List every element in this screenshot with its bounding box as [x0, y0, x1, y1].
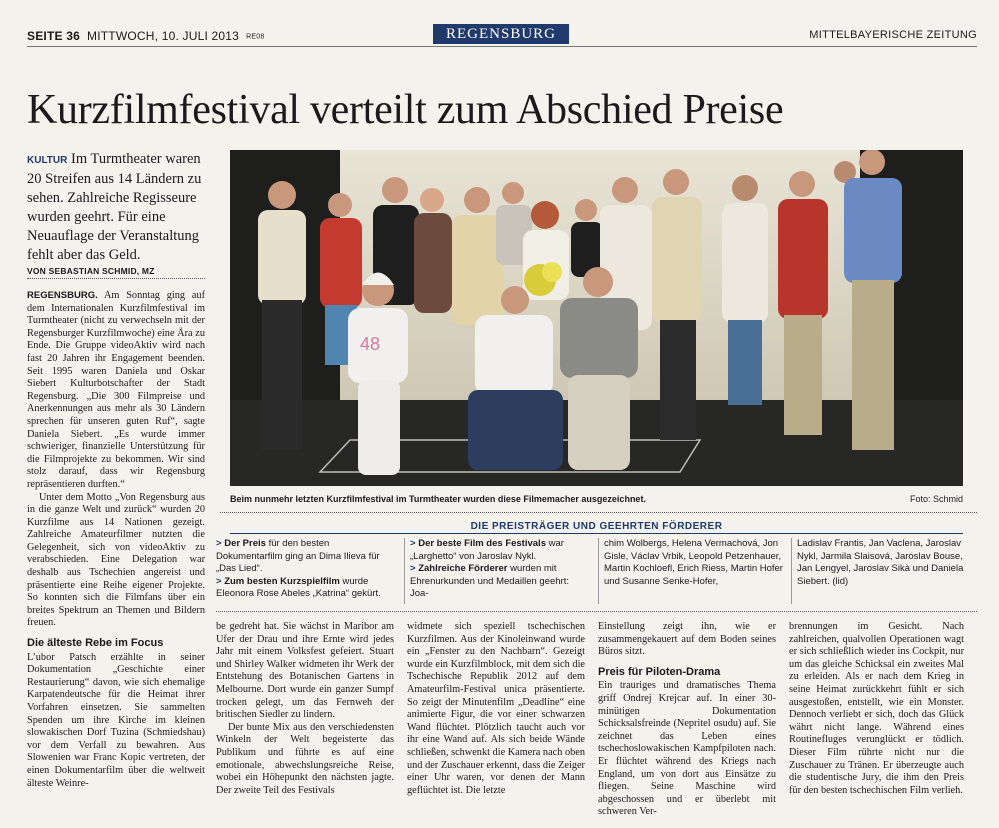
issue-date: MITTWOCH, 10. JULI 2013 [87, 29, 240, 43]
info-text: wurden mit Ehrenurkunden und Medaillen geehrt: Joa- [410, 563, 569, 599]
teaser [27, 150, 205, 265]
info-text: für den besten Dokumentarfilm ging an Dima Ilieva für „Das Lied“. [216, 538, 380, 574]
subheading: Preis für Piloten-Drama [598, 665, 721, 678]
article-column-4 [598, 621, 776, 821]
header-rule [27, 46, 977, 47]
teaser-text: Im Turmtheater waren 20 Streifen aus 14 Ländern zu sehen. Zahlreiche Regisseure wurden geehrt. Für eine Neuauflage der Veranstaltung fehlt aber das Geld. [27, 151, 202, 263]
article-paragraph: be gedreht hat. Sie wächst in Maribor am Ufer der Drau und ihre Ernte wird jedes Jahr mit einem Volksfest gefeiert. Stuart und Shirley Walker widmeten ihr Werk der Entstehung des Botanischen Gartens in Melbourne. Dort wurde ein ganzer Sumpf trocken gelegt, um das Fernweh der britischen Siedler zu lindern. [216, 621, 394, 721]
photo-caption: Beim nunmehr letzten Kurzfilmfestival im Turmtheater wurden diese Filmemacher ausgezeichnet. [230, 494, 646, 504]
edition-code: RE08 [246, 33, 265, 41]
article-paragraph: L’ubor Patsch erzählte in seiner Dokumentation „Geschichte einer Restaurierung“ davon, wie sich ehemalige Karpatendeutsche für die Heimat ihrer Vorfahren einsetzen. Sie sammelten Spenden um ihre Kirche im kleinen slowakischen Dorf Tuzina (Schmiedshau) vor dem Verfall zu bewahren. Aus Slowenien war Franc Kopic vertreten, der einen Dokumentarfilm über die weltweit älteste Weinre- [27, 651, 205, 789]
page-info [27, 29, 264, 43]
section-badge: REGENSBURG [433, 24, 569, 44]
page-number: SEITE 36 [27, 29, 80, 43]
article-column-5 [789, 621, 964, 821]
arrow-icon: > [410, 538, 416, 549]
svg-text:48: 48 [360, 334, 381, 354]
info-lead: Der beste Film des Festivals [418, 538, 546, 549]
kicker: KULTUR [27, 155, 68, 166]
dateline: REGENSBURG. [27, 290, 98, 301]
article-paragraph: brennungen im Gesicht. Nach zahlreichen, qualvollen Operationen wagt er sich schließlich wieder ins Cockpit, nur um das gleiche Schicksal ein zweites Mal zu erleiden. Als er nach dem Krieg in seine Heimat zurückkehrt fühlt er sich ausgestoßen, entstellt, wie ein Monster. Dennoch verliebt er sich, doch das Glück währt nicht lange. Während eines Routinefluges verunglückt er tödlich. Dieser Film rührte nicht nur die Zuschauer zu Tränen. Er überzeugte auch die studentische Jury, die ihm den Preis für den besten tschechischen Film verlieh. [789, 621, 964, 796]
subheading: Die älteste Rebe im Focus [27, 637, 164, 650]
newspaper-name: MITTELBAYERISCHE ZEITUNG [809, 29, 977, 41]
headline: Kurzfilmfestival verteilt zum Abschied Preise [27, 87, 784, 133]
info-lead: Zahlreiche Förderer [418, 563, 508, 574]
info-lead: Der Preis [224, 538, 266, 549]
photo-credit: Foto: Schmid [909, 494, 963, 504]
article-paragraph: widmete sich speziell tschechischen Kurzfilmen. Aus der Kinoleinwand wurde ein „Fenster zu den Nachbarn“. Gezeigt wurde ein Kurzfilmblock, mit dem sich die Tschechische Republik 2012 auf dem Amateurfilm-Festival unica präsentierte. So zeigt der Minutenfilm „Deadline“ eine animierte Figur, die vor einer schwarzen Wand flüchtet. Plötzlich taucht auch vor ihr eine Wand auf. Als sich beide Wände schließen, schwenkt die Kamera nach oben und der Zuschauer erkennt, dass die Zeiger einer Uhr waren, vor denen der Mann geflüchtet ist. Die letzte [407, 621, 585, 796]
article-paragraph: Einstellung zeigt ihn, wie er zusammengekauert auf dem Boden seines Büros sitzt. [598, 621, 776, 658]
article-column-2 [216, 621, 394, 821]
column-divider [404, 538, 405, 604]
column-divider [598, 538, 599, 604]
article-column-1 [27, 290, 205, 818]
info-box-column-3: chim Wolbergs, Helena Vermachová, Jon Gisle, Václav Vrbik, Leopold Petzenhauer, Martin Kochloefl, Erich Riess, Martin Hofer und Susanne Senke-Hofer, [604, 538, 783, 587]
byline: VON SEBASTIAN SCHMID, MZ [27, 266, 155, 276]
arrow-icon: > [216, 538, 222, 549]
info-box [216, 538, 977, 610]
info-box-column-2 [410, 538, 590, 601]
article-paragraph: Ein trauriges und dramatisches Thema griff Ondrej Krejcar auf. In einer 30-minütigen Dokumentation Schicksalsfreinde (Nepritel osudu) auf. Sie zeichnet das Leben eines tschechoslowakischen Kampfpiloten nach. Er flüchtet während des Kriegs nach England, um von dort aus Einsätze zu fliegen. Seine Maschine wird abgeschossen und er überlebt mit schweren Ver- [598, 680, 776, 818]
info-box-title: DIE PREISTRÄGER UND GEEHRTEN FÖRDERER [470, 521, 723, 532]
arrow-icon: > [410, 563, 416, 574]
info-text: war „Larghetto“ von Jaroslav Nykl. [410, 538, 564, 562]
photo-illustration [230, 150, 963, 486]
info-box-column-4: Ladislav Frantis, Jan Vaclena, Jaroslav Nykl, Jarmila Slaisová, Jaroslav Bouse, Jan Lengyel, Jaroslav Sikà und Daniela Siebert. (lid) [797, 538, 964, 587]
article-column-3 [407, 621, 585, 821]
column-divider [791, 538, 792, 604]
info-box-bottom-rule [216, 611, 977, 612]
info-text: wurde Eleonora Rose Abeles „Katrina“ gekürt. [216, 575, 381, 599]
photo-rule [220, 512, 977, 513]
group-photo [230, 150, 963, 486]
article-paragraph: Am Sonntag ging auf dem Internationalen Kurzfilmfestival im Turmtheater (nicht zu verwechseln mit der Regensburger Kurzfilmwoche) eine Ära zu Ende. Die Gruppe videoAktiv wird nach fast 20 Jahren ihr Engagement beenden. Seit 1995 waren Daniela und Oskar Siebert Kulturbotschafter der Stadt Regensburg. „Die 300 Filmpreise und Anerkennungen aus mehr als 30 Ländern sprechen für unseren guten Ruf“, sagte Daniela Siebert. „Es wurde immer schwieriger, finanzielle Unterstützung für die Filmprojekte zu bekommen. Wir sind stolz darauf, dass wir Regensburg repräsentieren durften.“ [27, 290, 205, 490]
byline-rule [27, 278, 205, 279]
arrow-icon: > [216, 575, 222, 587]
info-lead: Zum besten Kurzspielfilm [224, 575, 340, 587]
info-box-rule [230, 533, 963, 534]
article-paragraph: Der bunte Mix aus den verschiedensten Winkeln der Welt begeisterte das Publikum und führte es auf eine emotionale, abwechslungsreiche Reise, wobei ein Höhepunkt den nächsten jagte. Der zweite Teil des Festivals [216, 721, 394, 796]
info-box-column-1 [216, 538, 396, 601]
article-paragraph: Unter dem Motto „Von Regensburg aus in die ganze Welt und zurück“ wurden 20 Kurzfilme aus 14 Nationen gezeigt. Zahlreiche Amateurfilmer nutzten die Gelegenheit, sich von videoAktiv zu verabschieden. Eine Delegation war deshalb aus Tschechien angereist und präsentierte eine Reihe eigener Projekte. So konnten sich die Filmfans über ein breites Spektrum an Themen und Bildern freuen. [27, 491, 205, 629]
